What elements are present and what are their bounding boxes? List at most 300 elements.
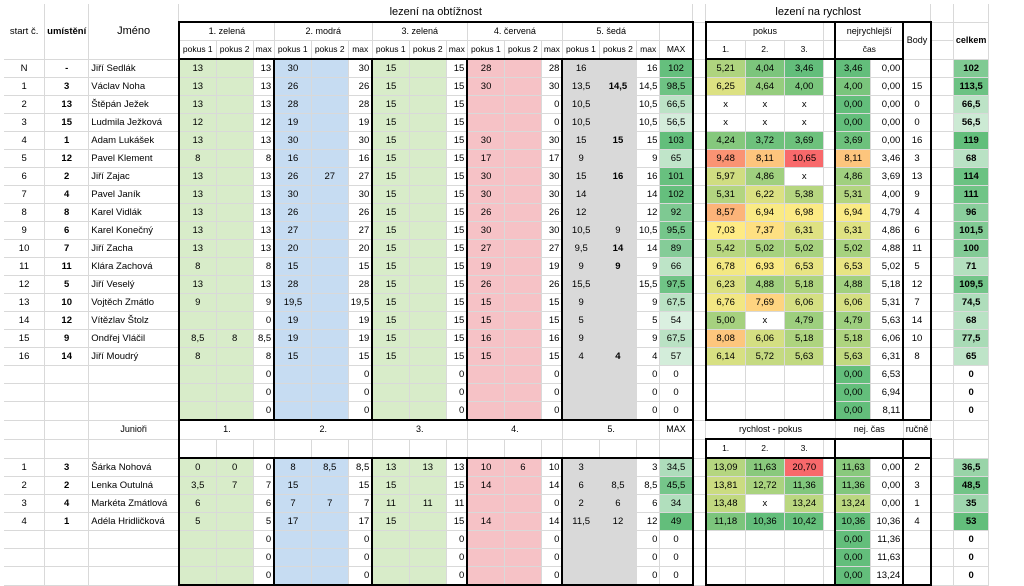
route-5-try-1[interactable]: 9 [562, 294, 599, 312]
spacer[interactable] [931, 312, 954, 330]
route-1-try-1[interactable]: 13 [179, 240, 216, 258]
route-2-try-2[interactable] [311, 59, 348, 78]
route-3-try-2[interactable] [409, 59, 446, 78]
route-2-try-2[interactable] [311, 222, 348, 240]
competitor-name[interactable]: Šárka Nohová [89, 458, 179, 477]
route-1-try-1[interactable]: 13 [179, 96, 216, 114]
spacer[interactable] [4, 439, 45, 458]
placement[interactable]: 5 [45, 276, 89, 294]
speed-try-1[interactable]: 8,57 [706, 204, 746, 222]
route-1-try-2[interactable] [216, 549, 253, 567]
route-1-try-1[interactable]: 13 [179, 276, 216, 294]
competitor-name[interactable] [89, 531, 179, 549]
total-score[interactable]: 0 [953, 549, 989, 567]
spacer[interactable] [824, 41, 835, 60]
route-3-max[interactable]: 0 [446, 384, 467, 402]
route-4-max[interactable]: 0 [541, 549, 562, 567]
route-5-max[interactable]: 9 [636, 150, 660, 168]
difficulty-max[interactable]: 92 [660, 204, 693, 222]
route-3-try-2[interactable] [409, 78, 446, 96]
route-4-try-2[interactable] [504, 366, 541, 384]
speed-try-2[interactable] [745, 567, 784, 586]
header-pokus2[interactable]: pokus 2 [409, 41, 446, 60]
difficulty-max[interactable]: 57 [660, 348, 693, 366]
route-5-max[interactable]: 12 [636, 204, 660, 222]
route-5-try-2[interactable]: 9 [599, 258, 636, 276]
placement[interactable]: 15 [45, 114, 89, 132]
route-1-max[interactable]: 9 [253, 294, 274, 312]
route-2-max[interactable]: 0 [348, 567, 372, 586]
header-speed-tries[interactable]: pokus [706, 22, 824, 41]
spacer[interactable] [824, 477, 835, 495]
junior-header-route-5[interactable]: 5. [562, 420, 660, 439]
placement[interactable] [45, 366, 89, 384]
spacer[interactable] [693, 59, 706, 78]
route-2-try-2[interactable] [311, 186, 348, 204]
spacer[interactable] [824, 549, 835, 567]
speed-try-3[interactable]: 5,18 [785, 330, 824, 348]
route-1-max[interactable]: 0 [253, 402, 274, 421]
difficulty-max[interactable]: 103 [660, 132, 693, 150]
route-4-try-1[interactable] [467, 402, 504, 421]
header-pokus2[interactable]: pokus 2 [311, 41, 348, 60]
total-score[interactable]: 113,5 [953, 78, 989, 96]
route-5-try-2[interactable] [599, 549, 636, 567]
placement[interactable]: 2 [45, 168, 89, 186]
total-score[interactable]: 74,5 [953, 294, 989, 312]
spacer[interactable] [693, 567, 706, 586]
route-4-try-1[interactable]: 30 [467, 78, 504, 96]
route-5-try-2[interactable]: 6 [599, 495, 636, 513]
sorted-time[interactable]: 8,11 [871, 402, 904, 421]
route-1-max[interactable]: 0 [253, 366, 274, 384]
speed-try-1[interactable]: 5,97 [706, 168, 746, 186]
route-4-try-1[interactable] [467, 384, 504, 402]
total-score[interactable]: 114 [953, 168, 989, 186]
route-2-max[interactable]: 19 [348, 330, 372, 348]
route-3-try-2[interactable] [409, 513, 446, 531]
speed-try-1[interactable]: 5,00 [706, 312, 746, 330]
speed-try-1[interactable]: 5,21 [706, 59, 746, 78]
total-score[interactable]: 77,5 [953, 330, 989, 348]
route-4-try-2[interactable] [504, 222, 541, 240]
spacer[interactable] [931, 439, 954, 458]
route-3-try-2[interactable] [409, 258, 446, 276]
route-1-max[interactable]: 13 [253, 168, 274, 186]
route-2-try-1[interactable]: 15 [274, 258, 311, 276]
route-1-try-2[interactable] [216, 312, 253, 330]
route-5-try-1[interactable]: 10,5 [562, 222, 599, 240]
route-5-try-2[interactable] [599, 150, 636, 168]
route-5-try-2[interactable]: 15 [599, 132, 636, 150]
header-pokus1[interactable]: pokus 1 [562, 41, 599, 60]
difficulty-max[interactable]: 45,5 [660, 477, 693, 495]
route-4-max[interactable]: 15 [541, 348, 562, 366]
route-4-try-2[interactable] [504, 276, 541, 294]
spacer[interactable] [660, 439, 693, 458]
route-4-max[interactable]: 27 [541, 240, 562, 258]
header-pokus2[interactable]: pokus 2 [504, 41, 541, 60]
fastest-time[interactable]: 11,63 [835, 458, 870, 477]
route-2-max[interactable]: 17 [348, 513, 372, 531]
route-4-try-1[interactable]: 16 [467, 330, 504, 348]
total-score[interactable]: 0 [953, 366, 989, 384]
difficulty-max[interactable]: 101 [660, 168, 693, 186]
route-4-try-2[interactable] [504, 59, 541, 78]
route-4-try-2[interactable] [504, 132, 541, 150]
route-1-try-2[interactable] [216, 96, 253, 114]
spacer[interactable] [931, 402, 954, 421]
speed-points[interactable]: 1 [903, 495, 931, 513]
spacer[interactable] [931, 240, 954, 258]
route-5-try-1[interactable]: 9 [562, 330, 599, 348]
spacer[interactable] [693, 366, 706, 384]
speed-try-1[interactable]: 5,42 [706, 240, 746, 258]
header-total[interactable]: celkem [953, 22, 989, 59]
route-5-try-2[interactable]: 4 [599, 348, 636, 366]
route-5-try-1[interactable]: 11,5 [562, 513, 599, 531]
route-4-try-2[interactable] [504, 384, 541, 402]
route-4-max[interactable]: 30 [541, 222, 562, 240]
route-5-try-1[interactable]: 13,5 [562, 78, 599, 96]
placement[interactable]: 4 [45, 495, 89, 513]
sorted-time[interactable]: 0,00 [871, 458, 904, 477]
route-4-try-2[interactable] [504, 114, 541, 132]
placement[interactable]: 11 [45, 258, 89, 276]
placement[interactable]: 14 [45, 348, 89, 366]
spacer[interactable] [562, 439, 599, 458]
spacer[interactable] [931, 495, 954, 513]
start-number[interactable]: 14 [4, 312, 45, 330]
route-5-max[interactable]: 14,5 [636, 78, 660, 96]
speed-try-3[interactable]: 6,53 [785, 258, 824, 276]
route-4-try-2[interactable] [504, 294, 541, 312]
spacer[interactable] [931, 366, 954, 384]
spacer[interactable] [693, 204, 706, 222]
route-2-try-1[interactable] [274, 531, 311, 549]
header-pokus1[interactable]: pokus 1 [467, 41, 504, 60]
route-1-try-1[interactable]: 12 [179, 114, 216, 132]
speed-points[interactable]: 11 [903, 240, 931, 258]
start-number[interactable]: 4 [4, 513, 45, 531]
total-score[interactable]: 56,5 [953, 114, 989, 132]
route-2-max[interactable]: 15 [348, 258, 372, 276]
route-4-try-1[interactable]: 30 [467, 222, 504, 240]
route-1-max[interactable]: 0 [253, 549, 274, 567]
route-3-try-2[interactable] [409, 96, 446, 114]
difficulty-max[interactable]: 34,5 [660, 458, 693, 477]
route-5-try-2[interactable] [599, 366, 636, 384]
spacer[interactable] [693, 294, 706, 312]
route-3-max[interactable]: 15 [446, 96, 467, 114]
header-fastest-1[interactable]: nejrychlejší [835, 22, 903, 41]
route-3-try-1[interactable]: 15 [372, 186, 409, 204]
route-2-try-1[interactable]: 26 [274, 168, 311, 186]
route-3-try-1[interactable]: 15 [372, 96, 409, 114]
route-2-max[interactable]: 16 [348, 150, 372, 168]
route-1-max[interactable]: 13 [253, 222, 274, 240]
fastest-time[interactable]: 6,06 [835, 294, 870, 312]
total-score[interactable]: 0 [953, 531, 989, 549]
route-4-max[interactable]: 0 [541, 366, 562, 384]
speed-points[interactable] [903, 567, 931, 586]
total-score[interactable]: 100 [953, 240, 989, 258]
competitor-name[interactable]: Štěpán Ježek [89, 96, 179, 114]
spacer[interactable] [693, 96, 706, 114]
difficulty-max[interactable]: 0 [660, 531, 693, 549]
speed-try-2[interactable]: 4,64 [745, 78, 784, 96]
speed-try-3[interactable]: x [785, 168, 824, 186]
spacer[interactable] [931, 348, 954, 366]
route-1-try-1[interactable]: 13 [179, 59, 216, 78]
spacer[interactable] [931, 59, 954, 78]
sorted-time[interactable]: 0,00 [871, 132, 904, 150]
total-score[interactable]: 71 [953, 258, 989, 276]
route-3-max[interactable]: 15 [446, 132, 467, 150]
route-2-try-1[interactable]: 30 [274, 59, 311, 78]
route-4-try-2[interactable] [504, 204, 541, 222]
speed-try-1[interactable]: 13,81 [706, 477, 746, 495]
route-3-try-1[interactable]: 15 [372, 78, 409, 96]
route-5-try-1[interactable]: 15 [562, 132, 599, 150]
route-2-max[interactable]: 8,5 [348, 458, 372, 477]
speed-try-2[interactable]: 7,37 [745, 222, 784, 240]
header-speed-climbing[interactable]: lezení na rychlost [706, 4, 931, 22]
competitor-name[interactable]: Vítězlav Štolz [89, 312, 179, 330]
speed-points[interactable] [903, 366, 931, 384]
route-1-try-1[interactable] [179, 531, 216, 549]
route-4-max[interactable]: 15 [541, 312, 562, 330]
route-3-try-1[interactable]: 15 [372, 312, 409, 330]
route-2-try-1[interactable] [274, 549, 311, 567]
route-2-max[interactable]: 27 [348, 168, 372, 186]
route-3-try-2[interactable] [409, 312, 446, 330]
speed-try-1[interactable]: 7,03 [706, 222, 746, 240]
route-3-try-1[interactable]: 15 [372, 132, 409, 150]
route-5-try-1[interactable]: 4 [562, 348, 599, 366]
placement[interactable] [45, 549, 89, 567]
difficulty-max[interactable]: 0 [660, 366, 693, 384]
route-2-try-1[interactable]: 26 [274, 204, 311, 222]
junior-header-speed-try-3[interactable]: 3. [785, 439, 824, 458]
spacer[interactable] [216, 439, 253, 458]
route-4-try-1[interactable]: 26 [467, 276, 504, 294]
route-4-max[interactable]: 0 [541, 114, 562, 132]
spacer[interactable] [693, 348, 706, 366]
route-3-try-2[interactable] [409, 240, 446, 258]
header-route-2[interactable]: 2. modrá [274, 22, 372, 41]
route-5-max[interactable]: 12 [636, 513, 660, 531]
route-3-try-2[interactable] [409, 168, 446, 186]
speed-points[interactable]: 4 [903, 204, 931, 222]
route-4-try-2[interactable] [504, 402, 541, 421]
speed-try-1[interactable] [706, 384, 746, 402]
route-4-try-2[interactable] [504, 78, 541, 96]
route-2-max[interactable]: 15 [348, 477, 372, 495]
route-4-try-1[interactable]: 17 [467, 150, 504, 168]
route-3-max[interactable]: 15 [446, 240, 467, 258]
speed-points[interactable] [903, 384, 931, 402]
spacer[interactable] [693, 132, 706, 150]
start-number[interactable]: 3 [4, 495, 45, 513]
route-2-max[interactable]: 0 [348, 384, 372, 402]
spacer[interactable] [931, 204, 954, 222]
route-5-max[interactable]: 0 [636, 567, 660, 586]
route-1-try-1[interactable]: 13 [179, 78, 216, 96]
placement[interactable] [45, 567, 89, 586]
speed-points[interactable] [903, 402, 931, 421]
route-1-max[interactable]: 0 [253, 531, 274, 549]
fastest-time[interactable]: 6,94 [835, 204, 870, 222]
route-2-try-2[interactable]: 27 [311, 168, 348, 186]
route-1-max[interactable]: 0 [253, 384, 274, 402]
route-2-try-2[interactable] [311, 204, 348, 222]
spacer[interactable] [953, 420, 989, 439]
route-1-try-2[interactable] [216, 495, 253, 513]
placement[interactable]: 13 [45, 96, 89, 114]
junior-header-speed-try-2[interactable]: 2. [745, 439, 784, 458]
route-5-try-1[interactable]: 9 [562, 150, 599, 168]
placement[interactable]: 1 [45, 132, 89, 150]
placement[interactable]: 3 [45, 78, 89, 96]
start-number[interactable]: 4 [4, 132, 45, 150]
route-1-try-1[interactable]: 13 [179, 186, 216, 204]
route-1-try-1[interactable]: 8 [179, 258, 216, 276]
speed-try-3[interactable]: 11,36 [785, 477, 824, 495]
fastest-time[interactable]: 10,36 [835, 513, 870, 531]
speed-try-2[interactable]: 3,72 [745, 132, 784, 150]
spacer[interactable] [931, 567, 954, 586]
junior-header-manual[interactable]: ručně [903, 420, 931, 439]
spacer[interactable] [931, 150, 954, 168]
route-4-max[interactable]: 14 [541, 513, 562, 531]
route-3-max[interactable]: 15 [446, 294, 467, 312]
speed-points[interactable]: 13 [903, 168, 931, 186]
junior-header-fastest[interactable]: nej. čas [835, 420, 903, 439]
speed-try-1[interactable]: 6,23 [706, 276, 746, 294]
route-1-max[interactable]: 13 [253, 132, 274, 150]
route-4-try-1[interactable] [467, 531, 504, 549]
route-1-max[interactable]: 7 [253, 477, 274, 495]
total-score[interactable]: 48,5 [953, 477, 989, 495]
route-3-try-1[interactable]: 15 [372, 240, 409, 258]
route-3-max[interactable]: 15 [446, 330, 467, 348]
route-3-try-2[interactable]: 11 [409, 495, 446, 513]
spacer[interactable] [824, 402, 835, 421]
spacer[interactable] [824, 240, 835, 258]
route-2-max[interactable]: 0 [348, 531, 372, 549]
start-number[interactable]: 2 [4, 96, 45, 114]
route-3-max[interactable]: 15 [446, 222, 467, 240]
spacer[interactable] [467, 439, 504, 458]
route-5-try-1[interactable]: 10,5 [562, 96, 599, 114]
route-2-try-1[interactable]: 16 [274, 150, 311, 168]
route-1-max[interactable]: 13 [253, 96, 274, 114]
route-4-try-1[interactable] [467, 567, 504, 586]
route-2-try-1[interactable]: 15 [274, 477, 311, 495]
total-score[interactable]: 35 [953, 495, 989, 513]
speed-try-3[interactable]: 4,79 [785, 312, 824, 330]
route-5-try-2[interactable] [599, 96, 636, 114]
route-2-try-2[interactable] [311, 348, 348, 366]
sorted-time[interactable]: 4,86 [871, 222, 904, 240]
route-1-try-1[interactable]: 5 [179, 513, 216, 531]
route-3-try-2[interactable] [409, 477, 446, 495]
route-1-try-2[interactable] [216, 531, 253, 549]
spacer[interactable] [931, 222, 954, 240]
spacer[interactable] [693, 513, 706, 531]
competitor-name[interactable] [89, 567, 179, 586]
speed-points[interactable]: 3 [903, 477, 931, 495]
start-number[interactable] [4, 384, 45, 402]
route-5-max[interactable]: 16 [636, 59, 660, 78]
sorted-time[interactable]: 0,00 [871, 114, 904, 132]
route-4-try-2[interactable] [504, 348, 541, 366]
route-5-try-2[interactable] [599, 384, 636, 402]
route-4-try-1[interactable]: 30 [467, 168, 504, 186]
competitor-name[interactable]: Karel Konečný [89, 222, 179, 240]
route-1-max[interactable]: 0 [253, 458, 274, 477]
start-number[interactable] [4, 531, 45, 549]
route-5-max[interactable]: 0 [636, 402, 660, 421]
start-number[interactable]: 13 [4, 294, 45, 312]
route-2-try-1[interactable] [274, 384, 311, 402]
route-4-max[interactable]: 30 [541, 186, 562, 204]
route-3-try-1[interactable]: 13 [372, 458, 409, 477]
route-5-max[interactable]: 9 [636, 330, 660, 348]
route-5-max[interactable]: 9 [636, 258, 660, 276]
spacer[interactable] [835, 439, 903, 458]
route-1-try-2[interactable] [216, 402, 253, 421]
route-3-try-1[interactable]: 15 [372, 114, 409, 132]
spacer[interactable] [253, 439, 274, 458]
spacer[interactable] [45, 420, 89, 439]
route-4-try-2[interactable] [504, 168, 541, 186]
sorted-time[interactable]: 3,69 [871, 168, 904, 186]
route-4-try-2[interactable] [504, 240, 541, 258]
route-3-max[interactable]: 15 [446, 276, 467, 294]
speed-points[interactable] [903, 59, 931, 78]
spacer[interactable] [693, 168, 706, 186]
route-4-try-1[interactable]: 15 [467, 294, 504, 312]
speed-try-2[interactable]: x [745, 495, 784, 513]
speed-points[interactable]: 2 [903, 458, 931, 477]
difficulty-max[interactable]: 0 [660, 384, 693, 402]
spacer[interactable] [446, 439, 467, 458]
route-1-try-1[interactable]: 8,5 [179, 330, 216, 348]
speed-points[interactable]: 16 [903, 132, 931, 150]
placement[interactable]: 6 [45, 222, 89, 240]
route-3-try-1[interactable]: 15 [372, 294, 409, 312]
route-3-try-2[interactable] [409, 222, 446, 240]
spacer[interactable] [824, 513, 835, 531]
route-5-try-2[interactable]: 14 [599, 240, 636, 258]
route-4-try-1[interactable]: 30 [467, 132, 504, 150]
route-5-try-2[interactable] [599, 312, 636, 330]
route-1-try-1[interactable] [179, 312, 216, 330]
route-3-max[interactable]: 15 [446, 477, 467, 495]
route-3-try-1[interactable]: 15 [372, 513, 409, 531]
sorted-time[interactable]: 10,36 [871, 513, 904, 531]
difficulty-max[interactable]: 97,5 [660, 276, 693, 294]
route-1-try-1[interactable]: 8 [179, 150, 216, 168]
speed-try-3[interactable]: 5,63 [785, 348, 824, 366]
spacer[interactable] [953, 439, 989, 458]
spacer[interactable] [45, 439, 89, 458]
route-3-try-2[interactable]: 13 [409, 458, 446, 477]
spacer[interactable] [693, 531, 706, 549]
spacer[interactable] [931, 513, 954, 531]
